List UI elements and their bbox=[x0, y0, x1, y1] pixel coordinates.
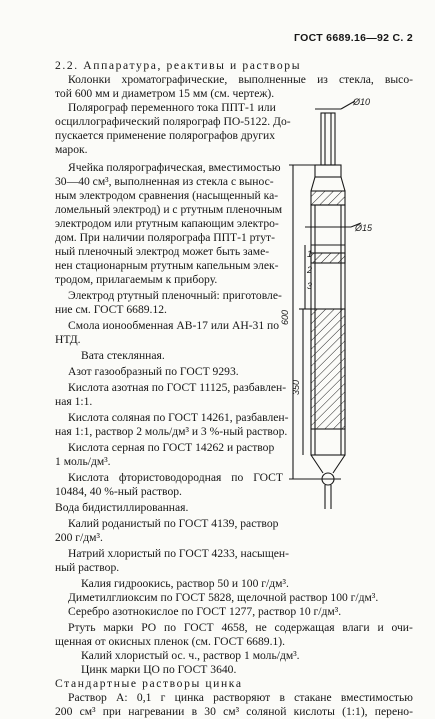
text-line: Ртуть марки РО по ГОСТ 4658, не содержащая влаги и очи- bbox=[68, 621, 413, 634]
section-heading: 2.2. Аппаратура, реактивы и растворы bbox=[55, 59, 302, 72]
label-2: 2 bbox=[307, 265, 313, 275]
text-line: 1 моль/дм³. bbox=[55, 455, 111, 468]
text-line: Цинк марки ЦО по ГОСТ 3640. bbox=[81, 663, 237, 676]
text-line: осциллографический полярограф ПО-5122. До- bbox=[55, 115, 291, 128]
text-line: Вода бидистиллированная. bbox=[55, 501, 189, 514]
label-d15: Ø15 bbox=[355, 223, 373, 233]
text-line: Диметилглиоксим по ГОСТ 5828, щелочной раствор 100 г/дм³. bbox=[68, 591, 379, 604]
text-line: ный раствор. bbox=[55, 561, 120, 574]
text-line: Колонки хроматографические, выполненные из стекла, высо- bbox=[68, 73, 413, 86]
text-line: Натрий хлористый по ГОСТ 4233, насыщен- bbox=[68, 547, 289, 560]
text-line: Калий роданистый по ГОСТ 4139, раствор bbox=[68, 517, 279, 530]
text-line: Кислота фтористоводородная по ГОСТ bbox=[68, 471, 283, 484]
text-line: 200 г/дм³. bbox=[55, 531, 103, 544]
text-line: ная 1:1. bbox=[55, 395, 93, 408]
text-line: Калия гидроокись, раствор 50 и 100 г/дм³. bbox=[81, 577, 289, 590]
page-header: ГОСТ 6689.16—92 С. 2 bbox=[294, 32, 413, 44]
label-d10: Ø10 bbox=[353, 97, 371, 107]
text-line: Кислота серная по ГОСТ 14262 и раствор bbox=[68, 441, 275, 454]
text-line: пускается применение полярографов других bbox=[55, 129, 276, 142]
text-line: Полярограф переменного тока ППТ-1 или bbox=[68, 101, 276, 114]
text-line: 200 см³ при нагревании в 30 см³ соляной кислоты (1:1), перено- bbox=[55, 705, 413, 718]
text-line: Ячейка полярографическая, вместимостью bbox=[68, 161, 281, 174]
text-line: ный пленочный электрод может быть заме- bbox=[55, 245, 270, 258]
text-line: ломельный электрод) и с ртутным пленочным bbox=[55, 203, 283, 216]
text-line: 30—40 см³, выполненная из стекла с вынос- bbox=[55, 175, 274, 188]
text-line: НТД. bbox=[55, 333, 81, 346]
text-line: Кислота соляная по ГОСТ 14261, разбавлен- bbox=[68, 411, 289, 424]
text-line: тродом, прилагаемым к прибору. bbox=[55, 273, 218, 286]
text-line: Вата стеклянная. bbox=[81, 349, 165, 362]
text-line: Смола ионообменная АВ-17 или АН-31 по bbox=[68, 319, 280, 332]
text-line: дом. При наличии полярографа ППТ-1 ртут- bbox=[55, 231, 275, 244]
column-drawing bbox=[280, 95, 395, 515]
text-line: ная 1:1, раствор 2 моль/дм³ и 3 %-ный раствор. bbox=[55, 425, 288, 438]
text-line: Электрод ртутный пленочный: приготовле- bbox=[68, 289, 282, 302]
text-line: Калий хлористый ос. ч., раствор 1 моль/дм³. bbox=[81, 649, 300, 662]
label-1: 1 bbox=[307, 249, 313, 259]
text-line: Кислота азотная по ГОСТ 11125, разбавлен- bbox=[68, 381, 287, 394]
text-line: электродом или ртутным капающим электро- bbox=[55, 217, 279, 230]
section-heading: Стандартные растворы цинка bbox=[55, 677, 243, 690]
text-line: ние см. ГОСТ 6689.12. bbox=[55, 303, 167, 316]
text-line: щенная от окисных пленок (см. ГОСТ 6689.1). bbox=[55, 635, 286, 648]
label-350: 350 bbox=[291, 379, 301, 395]
text-line: Серебро азотнокислое по ГОСТ 1277, раствор 10 г/дм³. bbox=[68, 605, 342, 618]
text-line: нен стационарным ртутным капельным элек- bbox=[55, 259, 279, 272]
text-line: Раствор А: 0,1 г цинка растворяют в стакане вместимостью bbox=[68, 691, 413, 704]
label-600: 600 bbox=[280, 309, 290, 325]
text-line: той 600 мм и диаметром 15 мм (см. чертеж). bbox=[55, 87, 275, 100]
text-line: марок. bbox=[55, 143, 88, 156]
text-line: Азот газообразный по ГОСТ 9293. bbox=[68, 365, 239, 378]
text-line: 10484, 40 %-ный раствор. bbox=[55, 485, 182, 498]
label-3: 3 bbox=[307, 281, 313, 291]
text-line: ным электродом сравнения (насыщенный ка- bbox=[55, 189, 279, 202]
